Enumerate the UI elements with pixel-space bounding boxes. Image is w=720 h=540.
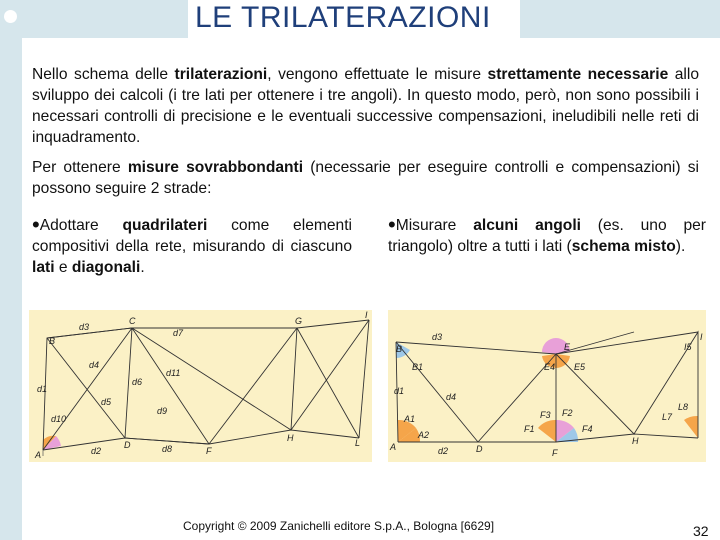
point-label-b: B [396, 344, 403, 354]
distance-label-d4: d4 [89, 360, 100, 370]
point-label-d: D [476, 444, 483, 454]
distance-label-d1: d1 [394, 386, 405, 396]
point-label-h: H [287, 433, 294, 443]
angle-label-b1: B1 [412, 362, 424, 372]
page-number: 32 [693, 523, 709, 539]
angle-label-f2: F2 [562, 408, 573, 418]
distance-label-d5: d5 [101, 397, 112, 407]
angle-label-e4: E4 [544, 362, 556, 372]
figure-mixed-scheme [388, 310, 706, 462]
angle-label-i5: I5 [684, 342, 692, 352]
network-diagram-2 [388, 310, 706, 462]
left-accent-bar [0, 0, 22, 540]
distance-label-d8: d8 [162, 444, 173, 454]
distance-label-d3: d3 [79, 322, 90, 332]
distance-label-d2: d2 [438, 446, 449, 456]
point-label-a: A [35, 450, 42, 460]
distance-label-d10: d10 [51, 414, 67, 424]
point-label-h: H [632, 436, 639, 446]
network-diagram-1 [29, 310, 372, 462]
slide-title: LE TRILATERAZIONI [195, 1, 491, 34]
point-label-d: D [124, 440, 131, 450]
angle-label-l7: L7 [662, 412, 673, 422]
angle-label-a1: A1 [404, 414, 416, 424]
angle-label-f4: F4 [582, 424, 593, 434]
point-label-b: B [49, 336, 56, 346]
decorative-dot [4, 10, 17, 23]
distance-label-d11: d11 [166, 368, 181, 378]
bullet-mixed-scheme: •Misurare alcuni angoli (es. uno per triangolo) oltre a tutti i lati (schema misto). [388, 212, 706, 255]
distance-label-d4: d4 [446, 392, 457, 402]
paragraph-2: Per ottenere misure sovrabbondanti (necessarie per eseguire controlli e compensazioni) si possono seguire 2 strade: [32, 159, 700, 197]
angle-label-e5: E5 [574, 362, 586, 372]
angle-label-a2: A2 [418, 430, 430, 440]
distance-label-d2: d2 [91, 446, 102, 456]
point-label-e: E [564, 342, 571, 352]
point-label-l: L [355, 438, 361, 448]
copyright-footer: Copyright © 2009 Zanichelli editore S.p.A., Bologna [6629] [183, 519, 495, 533]
distance-label-d3: d3 [432, 332, 443, 342]
bullet-icon: • [388, 212, 396, 237]
bullet-quadrilaterals: •Adottare quadrilateri come elementi compositivi della rete, misurando di ciascuno lati e diagonali. [32, 212, 352, 276]
distance-label-d6: d6 [132, 377, 143, 387]
angle-label-f1: F1 [524, 424, 535, 434]
point-label-i: I [700, 332, 703, 342]
distance-label-d7: d7 [173, 328, 184, 338]
bullet-icon: • [32, 212, 40, 237]
angle-marker [684, 416, 698, 438]
point-label-a: A [390, 442, 397, 452]
figure-quadrilateral-network [29, 310, 372, 462]
point-label-i: I [365, 310, 368, 320]
paragraph-1: Nello schema delle trilaterazioni, vengono effettuate le misure strettamente necessarie allo sviluppo dei calcoli (i tre lati per ottenere i tre angoli). In questo modo, però, non sono possibili i necessari controlli di precisione e le eventuali successive compensazioni, ineludibili nelle reti di inquadramento. [32, 66, 700, 146]
point-label-f: F [206, 446, 212, 456]
point-label-g: G [295, 316, 303, 326]
angle-label-l8: L8 [678, 402, 689, 412]
point-label-f: F [552, 448, 558, 458]
distance-label-d1: d1 [37, 384, 48, 394]
distance-label-d9: d9 [157, 406, 168, 416]
point-label-c: C [129, 316, 136, 326]
angle-label-f3: F3 [540, 410, 551, 420]
angle-marker [538, 420, 556, 442]
